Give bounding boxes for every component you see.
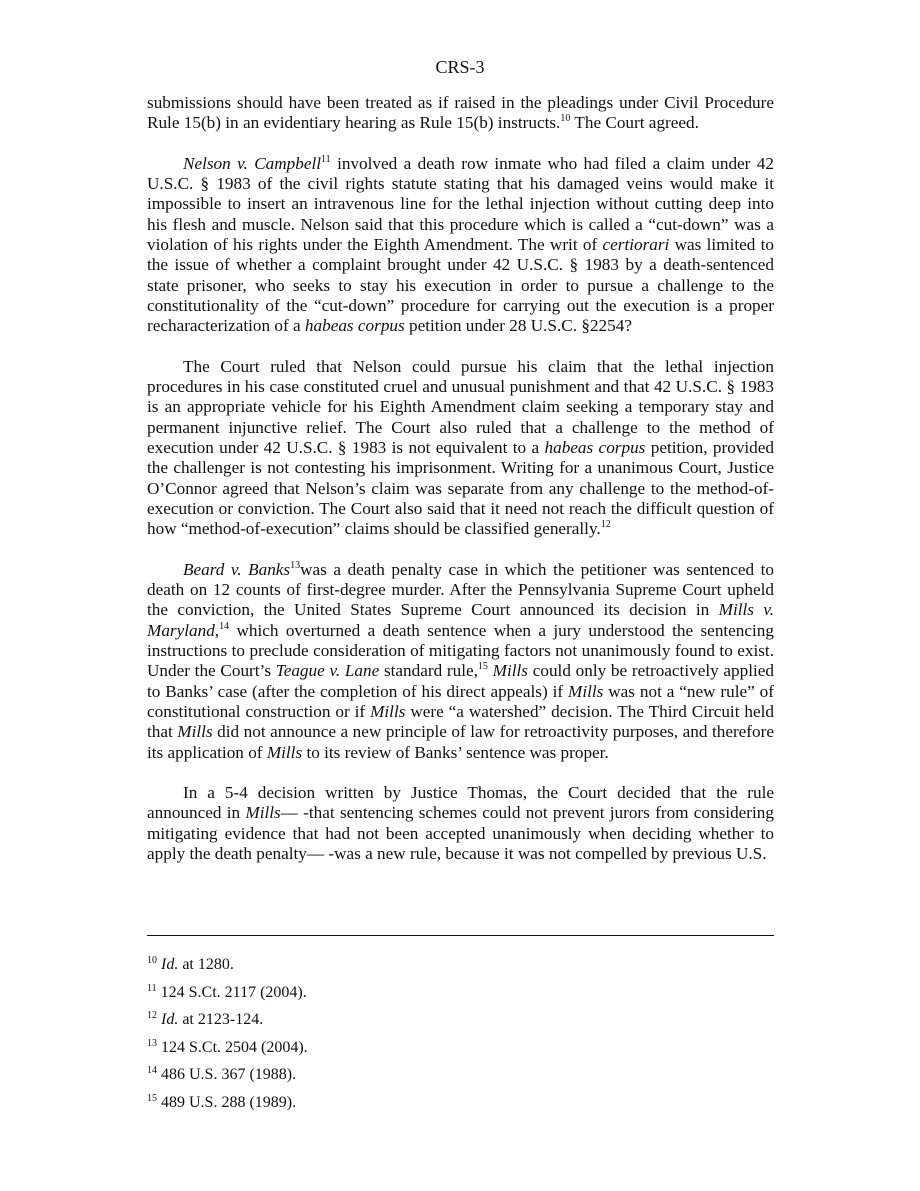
footnote-ref: 14 — [219, 620, 230, 632]
footnote — [147, 1093, 774, 1113]
text-run: 489 U.S. 288 (1989). — [161, 1093, 297, 1111]
italic-text: Mills — [370, 701, 406, 721]
footnote — [147, 1065, 774, 1085]
text-run: 486 U.S. 367 (1988). — [161, 1066, 297, 1084]
text-run: at 2123-124. — [178, 1011, 264, 1029]
italic-text: Mills — [492, 661, 528, 681]
text-run: 124 S.Ct. 2504 (2004). — [161, 1038, 308, 1056]
italic-text: habeas corpus — [304, 316, 405, 336]
italic-text: Id. — [161, 956, 179, 973]
text-run: The Court ruled that Nelson could pursue his claim that the lethal injection procedures in his case constituted cruel and unusual punishment and that 42 U.S.C. § 1983 is an appropriate vehicle for his Eighth Amendment claim seeking a temporary stay and permanent injunctive relief. The Court also ruled that a challenge to the method of execution under 42 U.S.C. § 1983 is not equivalent to a — [147, 356, 774, 458]
body-text — [147, 93, 774, 864]
footnote-ref: 15 — [477, 661, 488, 673]
footnote-ref: 12 — [600, 519, 611, 531]
body-paragraph — [147, 93, 774, 134]
text-run: were “a watershed” decision. The Third Circuit held that — [147, 701, 774, 742]
italic-text: Teague v. Lane — [275, 661, 380, 681]
italic-text: Nelson v. Campbell — [183, 153, 322, 173]
footnote-divider — [147, 935, 774, 936]
text-run: — -that sentencing schemes could not prevent jurors from considering mitigating evidence that had not been accepted unanimously when deciding whether to apply the death penalty— -was a new rule, because it was not compelled by previous U.S. — [147, 803, 774, 863]
italic-text: certiorari — [602, 235, 670, 255]
footnote — [147, 983, 774, 1003]
body-paragraph — [147, 154, 774, 337]
body-paragraph — [147, 357, 774, 540]
italic-text: Mills v. Maryland — [147, 600, 775, 640]
text-run: submissions should have been treated as if raised in the pleadings under Civil Procedure Rule 15(b) in an evidentiary hearing as Rule 15(b) instructs. — [147, 93, 774, 133]
italic-text: Mills — [266, 742, 303, 762]
text-run: petition, provided the challenger is not contesting his imprisonment. Writing for a unanimous Court, Justice O’Connor agreed that Nelson’s claim was separate from any challenge to the method-of-execution or conviction. The Court also said that it need not reach the difficult question of how “method-of-execution” claims should be classified generally. — [147, 438, 774, 539]
text-run: In a 5-4 decision written by Justice Thomas, the Court decided that the rule announced in — [147, 783, 774, 823]
text-run: to its review of Banks’ sentence was proper. — [302, 742, 609, 762]
text-run: 124 S.Ct. 2117 (2004). — [160, 983, 307, 1001]
text-run: petition under 28 U.S.C. §2254? — [404, 316, 632, 336]
footnote-number: 15 — [147, 1092, 157, 1104]
footnote — [147, 955, 774, 975]
text-run: which overturned a death sentence when a jury understood the sentencing instructions to preclude consideration of mitigating factors not unanimously found to exist. Under the Court’s — [147, 620, 774, 681]
italic-text: Mills — [568, 681, 604, 701]
footnote-number: 13 — [147, 1037, 157, 1049]
footnote-number: 12 — [147, 1010, 157, 1022]
italic-text: Mills — [177, 722, 213, 742]
text-run: was limited to the issue of whether a complaint brought under 42 U.S.C. § 1983 by a death-sentenced state prisoner, who seeks to stay his execution in order to pursue a challenge to the constitutionality of the “cut-down” procedure for carrying out the execution is a proper recharacterization of a — [147, 235, 774, 336]
footnote-number: 10 — [147, 955, 157, 966]
text-run: could only be retroactively applied to Banks’ case (after the completion of his direct appeals) if — [147, 661, 775, 701]
footnote-number: 14 — [147, 1065, 157, 1077]
italic-text: Id. — [161, 1011, 179, 1029]
page-label: CRS-3 — [435, 57, 485, 77]
italic-text: Beard v. Banks — [183, 559, 291, 579]
body-paragraph — [147, 560, 774, 763]
footnote-ref: 13 — [290, 559, 301, 571]
text-run: was a death penalty case in which the petitioner was sentenced to death on 12 counts of first-degree murder. After the Pennsylvania Supreme Court upheld the conviction, the United States Supreme Court announced its decision in — [147, 559, 774, 620]
footnote-number: 11 — [147, 982, 157, 994]
text-run: was not a “new rule” of constitutional construction or if — [147, 681, 774, 721]
footnote-ref: 11 — [321, 153, 331, 165]
page-header — [0, 56, 920, 78]
footnotes — [147, 955, 774, 1121]
italic-text: Mills — [245, 803, 281, 823]
italic-text: habeas corpus — [544, 438, 646, 458]
text-run: The Court agreed. — [570, 113, 699, 133]
footnote — [147, 1010, 774, 1030]
footnote-ref: 10 — [560, 113, 571, 125]
text-run: standard rule, — [379, 661, 478, 681]
footnote — [147, 1038, 774, 1058]
text-run: did not announce a new principle of law for retroactivity purposes, and therefore its application of — [147, 722, 774, 762]
text-run: , — [214, 620, 220, 640]
body-paragraph — [147, 783, 774, 864]
text-run: at 1280. — [178, 956, 234, 973]
text-run: involved a death row inmate who had filed a claim under 42 U.S.C. § 1983 of the civil rights statute stating that his damaged veins would make it impossible to insert an intravenous line for the lethal injection without cutting deep into his flesh and muscle. Nelson said that this procedure which is called a “cut-down” was a violation of his rights under the Eighth Amendment. The writ of — [147, 153, 774, 255]
